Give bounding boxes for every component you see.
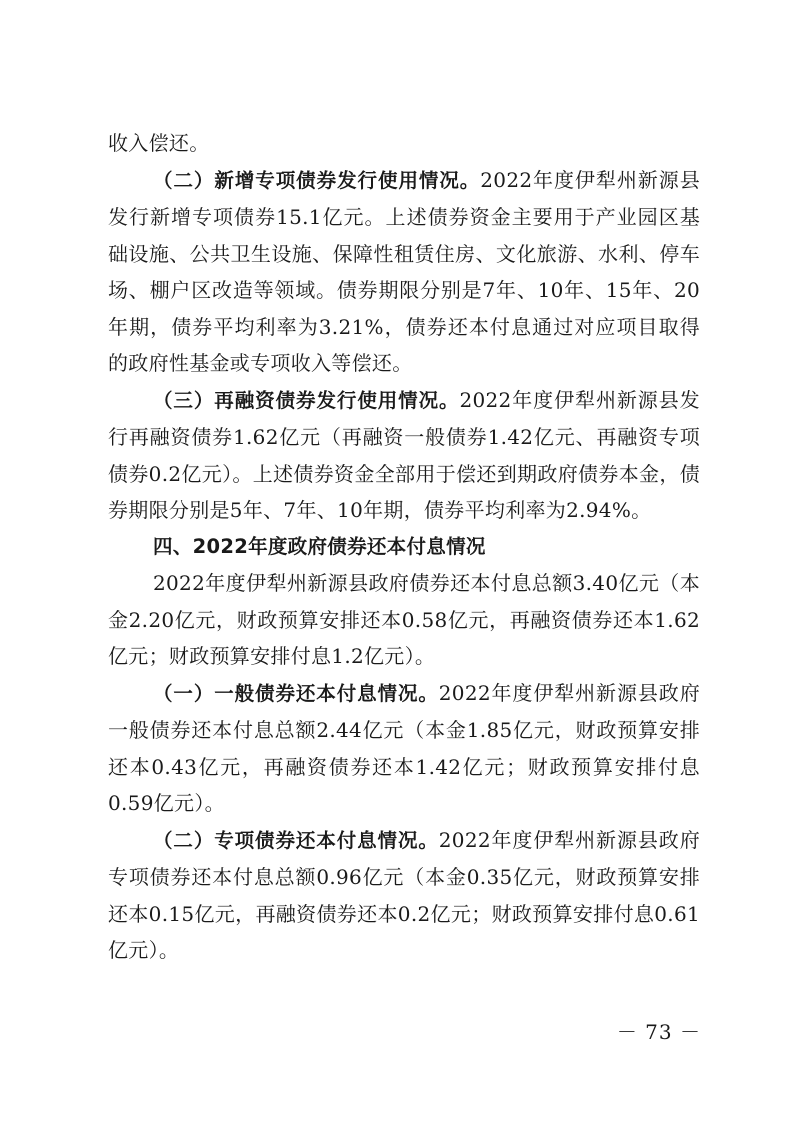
paragraph-lead: （二）新增专项债券发行使用情况。 [153, 168, 481, 192]
paragraph-text: 2022年度伊犁州新源县发行再融资债券1.62亿元（再融资一般债券1.42亿元、再融资专项债券0.2亿元）。上述债券资金全部用于偿还到期政府债券本金，债券期限分别是5年、7年、10年期，债券平均利率为2.94%。 [108, 387, 700, 522]
paragraph-lead: （二）专项债券还本付息情况。 [153, 828, 439, 852]
paragraph-lead: （一）一般债券还本付息情况。 [153, 681, 439, 705]
paragraph-text: 2022年度伊犁州新源县政府债券还本付息总额3.40亿元（本金2.20亿元，财政预算安排还本0.58亿元，再融资债券还本1.62亿元；财政预算安排付息1.2亿元）。 [108, 571, 700, 668]
paragraph-special-bond-repayment [108, 822, 700, 969]
section-heading: 四、2022年度政府债券还本付息情况 [153, 534, 486, 558]
paragraph-text: 2022年度伊犁州新源县发行新增专项债券15.1亿元。上述债券资金主要用于产业园区基础设施、公共卫生设施、保障性租赁住房、文化旅游、水利、停车场、棚户区改造等领域。债券期限分别是7年、10年、15年、20年期，债券平均利率为3.21%，债券还本付息通过对应项目取得的政府性基金或专项收入等偿还。 [108, 167, 700, 375]
paragraph-refinancing-bonds [108, 382, 700, 529]
paragraph-lead: （三）再融资债券发行使用情况。 [153, 388, 460, 412]
page-number: － 73 － [616, 1020, 701, 1044]
paragraph-general-bond-repayment [108, 675, 700, 822]
paragraph-text: 收入偿还。 [108, 131, 210, 155]
paragraph-text: 2022年度伊犁州新源县政府一般债券还本付息总额2.44亿元（本金1.85亿元，财政预算安排还本0.43亿元，再融资债券还本1.42亿元；财政预算安排付息0.59亿元）。 [108, 680, 700, 815]
document-body [108, 125, 700, 969]
paragraph-text: 2022年度伊犁州新源县政府专项债券还本付息总额0.96亿元（本金0.35亿元，财政预算安排还本0.15亿元，再融资债券还本0.2亿元；财政预算安排付息0.61亿元）。 [108, 827, 700, 962]
paragraph-repayment-summary [108, 565, 700, 675]
paragraph-new-special-bonds [108, 162, 700, 382]
paragraph-continuation [108, 125, 700, 162]
